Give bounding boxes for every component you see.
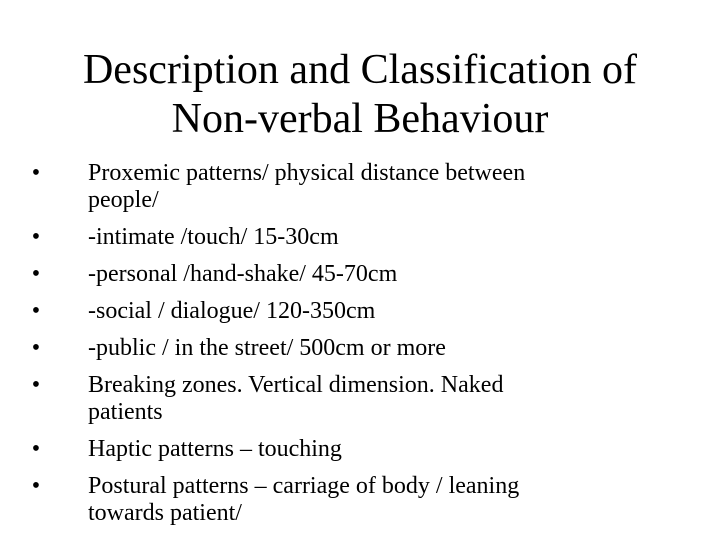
bullet-icon: • (31, 335, 41, 361)
bullet-list (30, 160, 670, 537)
title-line-1: Description and Classification of (82, 47, 638, 93)
bullet-item-social (30, 298, 670, 325)
bullet-icon: • (31, 372, 41, 398)
bullet-text: people/ (88, 187, 159, 213)
bullet-item-breaking-zones (30, 372, 670, 426)
bullet-item-intimate (30, 224, 670, 251)
bullet-item-postural (30, 473, 670, 527)
bullet-icon: • (31, 224, 41, 250)
bullet-text: -social / dialogue/ 120-350cm (88, 298, 376, 324)
bullet-icon: • (31, 473, 41, 499)
bullet-text: -public / in the street/ 500cm or more (88, 335, 446, 361)
bullet-text: towards patient/ (88, 500, 242, 526)
bullet-text: Proxemic patterns/ physical distance between (88, 160, 526, 186)
bullet-icon: • (31, 298, 41, 324)
bullet-icon: • (31, 436, 41, 462)
bullet-text: patients (88, 399, 163, 425)
bullet-item-haptic (30, 436, 670, 463)
bullet-text: Haptic patterns – touching (88, 436, 342, 462)
bullet-icon: • (31, 261, 41, 287)
bullet-item-proxemic (30, 160, 670, 214)
bullet-item-public (30, 335, 670, 362)
bullet-text: -intimate /touch/ 15-30cm (88, 224, 339, 250)
bullet-item-personal (30, 261, 670, 288)
bullet-text: -personal /hand-shake/ 45-70cm (88, 261, 398, 287)
bullet-text: Breaking zones. Vertical dimension. Naked (88, 372, 504, 398)
bullet-icon: • (31, 160, 41, 186)
slide-title (40, 46, 680, 144)
title-line-2: Non-verbal Behaviour (171, 96, 549, 142)
bullet-text: Postural patterns – carriage of body / leaning (88, 473, 520, 499)
